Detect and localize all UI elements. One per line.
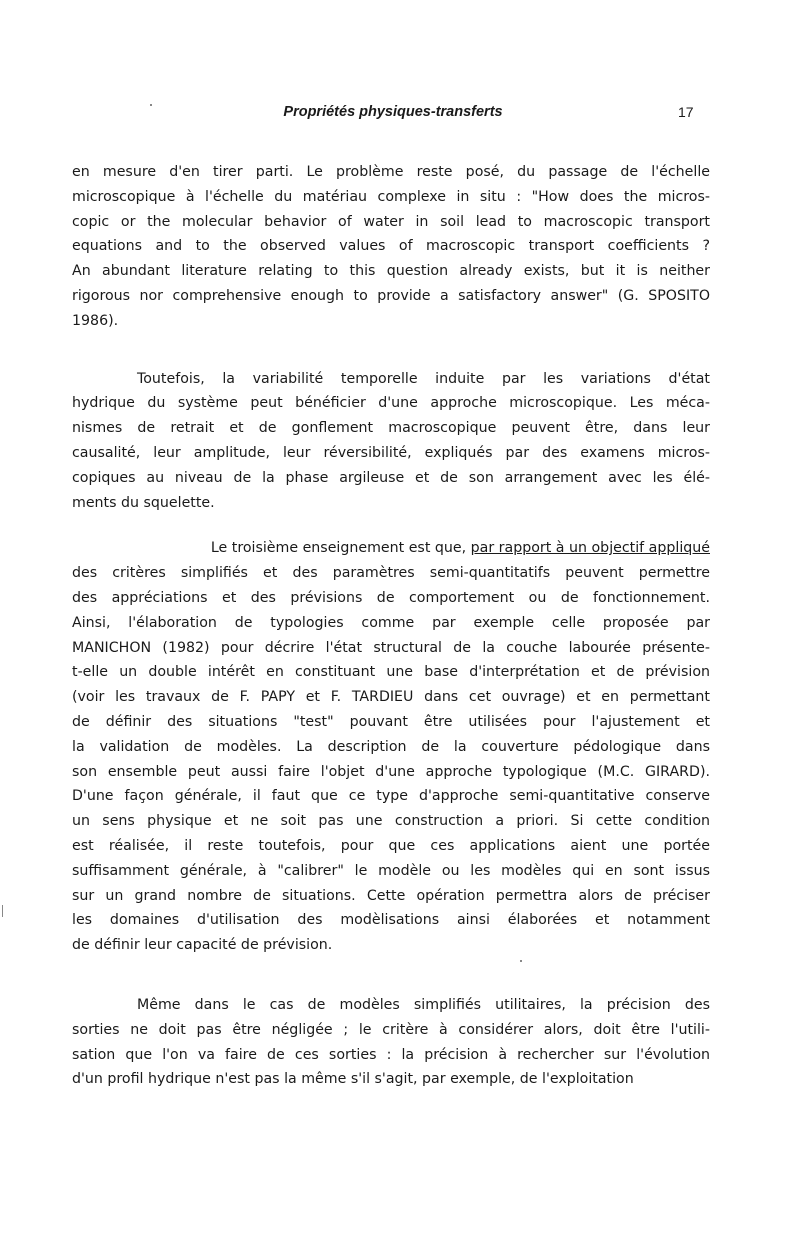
text-line: sorties ne doit pas être négligée ; le critère à considérer alors, doit être l'utili- — [72, 1021, 710, 1038]
text-line: t-elle un double intérêt en constituant une base d'interprétation et de prévision — [72, 664, 710, 681]
text-line: des appréciations et des prévisions de comportement ou de fonctionnement. — [72, 589, 710, 606]
text-line: equations and to the observed values of macroscopic transport coefficients ? — [72, 238, 710, 255]
page-number: 17 — [678, 104, 694, 120]
text-line: Même dans le cas de modèles simplifiés utilitaires, la précision des — [137, 996, 710, 1013]
text-line: la validation de modèles. La description de la couverture pédologique dans — [72, 738, 710, 755]
text-line: des critères simplifiés et des paramètres semi-quantitatifs peuvent permettre — [72, 565, 710, 582]
text-line: nismes de retrait et de gonflement macroscopique peuvent être, dans leur — [72, 420, 710, 437]
text-line: de définir leur capacité de prévision. — [72, 937, 333, 954]
text-line: un sens physique et ne soit pas une construction a priori. Si cette condition — [72, 813, 710, 830]
paragraph-2 — [72, 367, 710, 516]
text-line: Toutefois, la variabilité temporelle induite par les variations d'état — [137, 370, 710, 387]
text-line: rigorous nor comprehensive enough to provide a satisfactory answer" (G. SPOSITO — [72, 287, 710, 304]
paragraph-3 — [72, 536, 710, 958]
scan-mark — [2, 905, 3, 917]
text-line: Ainsi, l'élaboration de typologies comme par exemple celle proposée par — [72, 614, 710, 631]
text-line: les domaines d'utilisation des modèlisations ainsi élaborées et notamment — [72, 912, 710, 929]
text-line: hydrique du système peut bénéficier d'une approche microscopique. Les méca- — [72, 395, 710, 412]
header-title: Propriétés physiques-transferts — [283, 104, 503, 120]
text-line: An abundant literature relating to this question already exists, but it is neither — [72, 263, 710, 280]
text-line: copiques au niveau de la phase argileuse et de son arrangement avec les élé- — [72, 469, 710, 486]
text-line: 1986). — [72, 312, 119, 329]
text-line: son ensemble peut aussi faire l'objet d'une approche typologique (M.C. GIRARD). — [72, 763, 710, 780]
text-line: en mesure d'en tirer parti. Le problème reste posé, du passage de l'échelle — [72, 164, 710, 180]
text-line: de définir des situations "test" pouvant être utilisées pour l'ajustement et — [72, 713, 710, 730]
text-line: copic or the molecular behavior of water in soil lead to macroscopic transport — [72, 213, 710, 230]
text-run: Le troisième enseignement est que, — [210, 540, 471, 557]
text-line: D'une façon générale, il faut que ce type d'approche semi-quantitative conserve — [72, 788, 710, 805]
text-line: microscopique à l'échelle du matériau complexe in situ : "How does the micros- — [72, 188, 710, 205]
text-line: est réalisée, il reste toutefois, pour que ces applications aient une portée — [72, 837, 710, 854]
text-line: sation que l'on va faire de ces sorties : la précision à rechercher sur l'évolution — [72, 1046, 710, 1063]
text-line: MANICHON (1982) pour décrire l'état structural de la couche labourée présente- — [72, 639, 710, 656]
text-line: (voir les travaux de F. PAPY et F. TARDIEU dans cet ouvrage) et en permettant — [72, 689, 710, 706]
text-line: d'un profil hydrique n'est pas la même s'il s'agit, par exemple, de l'exploitation — [72, 1071, 634, 1088]
text-line: ments du squelette. — [72, 494, 215, 511]
text-line: suffisamment générale, à "calibrer" le modèle ou les modèles qui en sont issus — [72, 862, 710, 879]
underlined-phrase: par rapport à un objectif appliqué — [470, 540, 710, 557]
scan-speck — [150, 104, 152, 106]
text-line: sur un grand nombre de situations. Cette opération permettra alors de préciser — [72, 887, 710, 904]
text-line: causalité, leur amplitude, leur réversibilité, expliqués par des examens micros- — [72, 444, 710, 461]
paragraph-4 — [72, 993, 710, 1092]
text-line — [72, 536, 710, 561]
document-body — [72, 160, 710, 1092]
paragraph-1 — [72, 160, 710, 334]
scan-speck — [520, 960, 522, 962]
